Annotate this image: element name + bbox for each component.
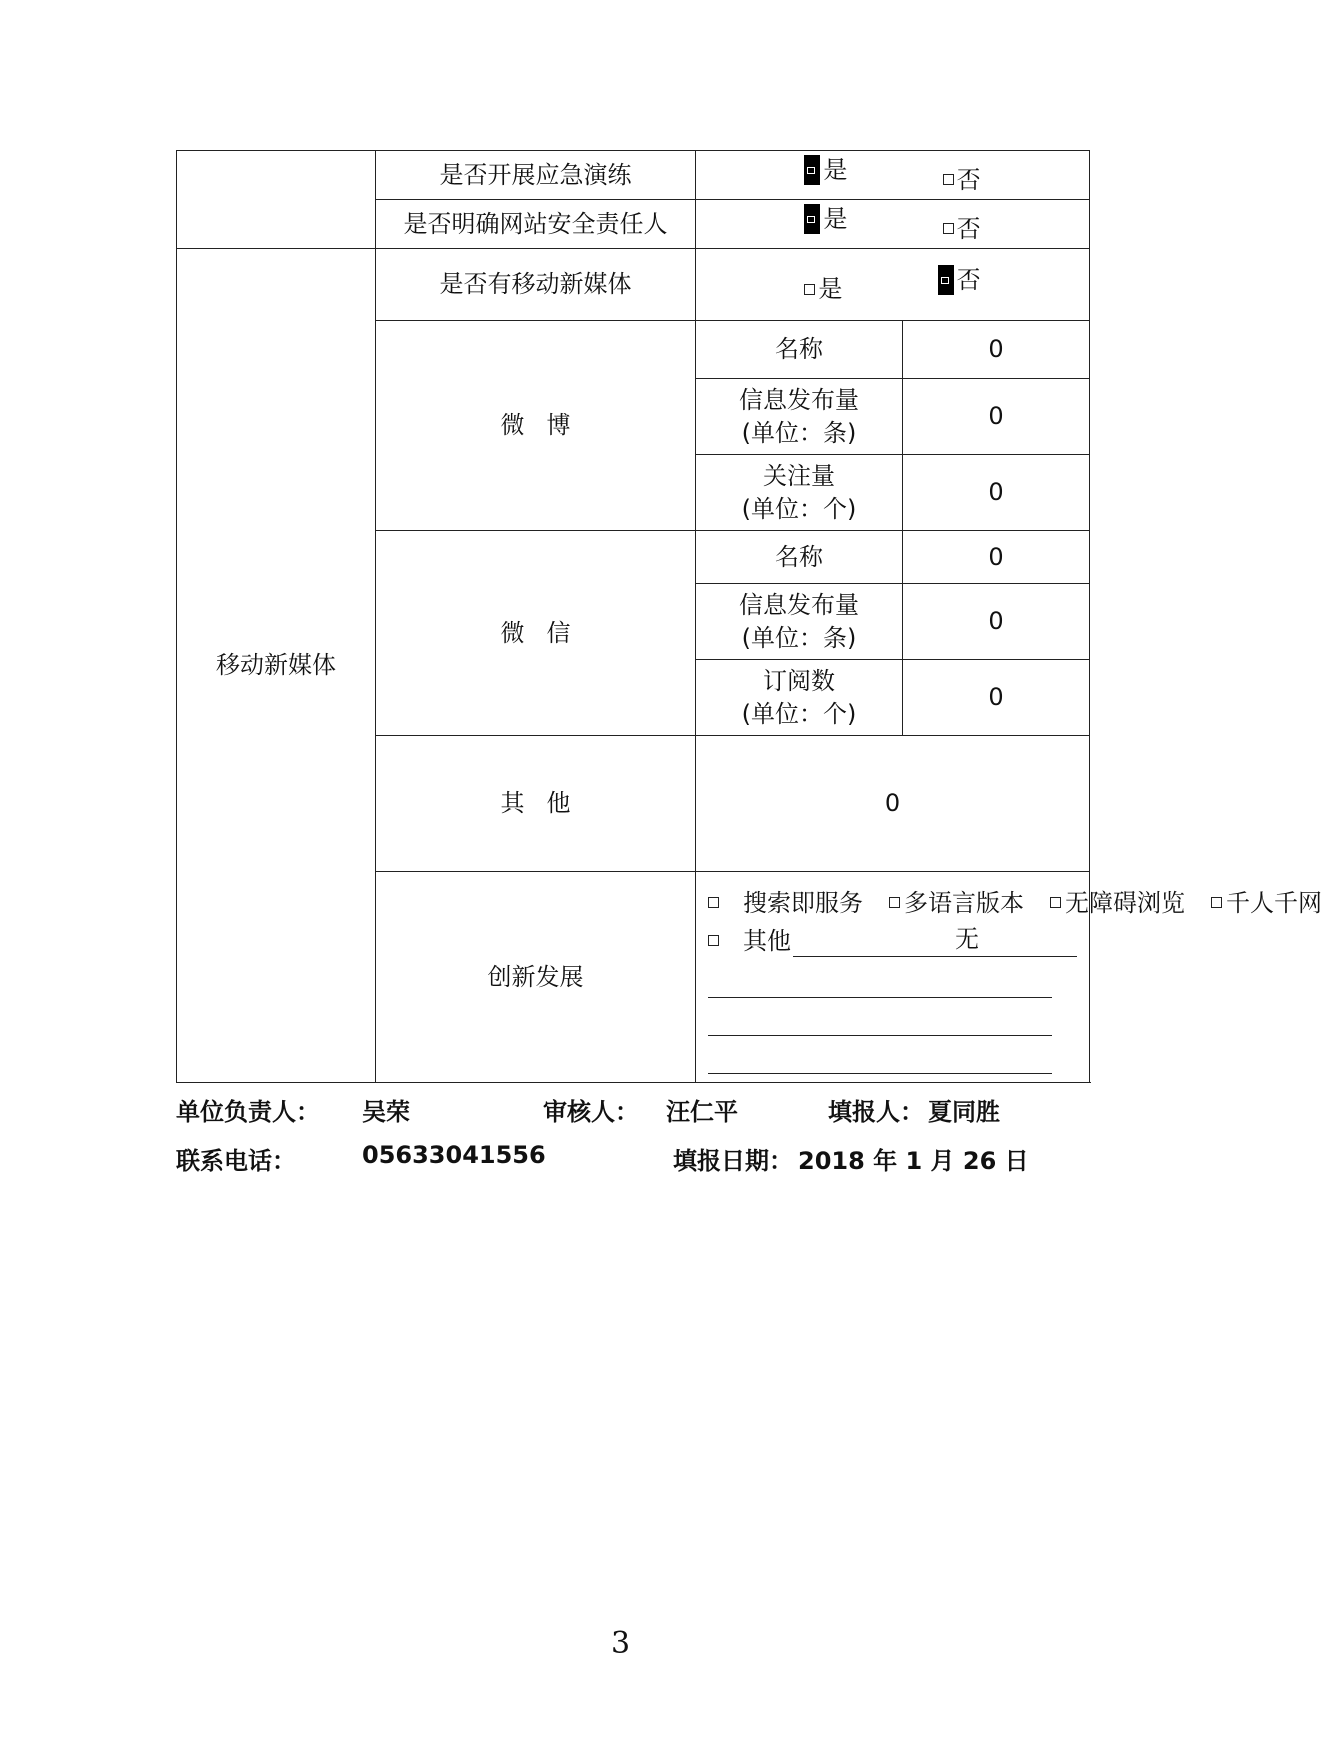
weibo-posts-value: 0 bbox=[903, 379, 1090, 455]
head-value: 吴荣 bbox=[362, 1098, 410, 1126]
checkbox-icon bbox=[943, 174, 954, 185]
accessibility-option[interactable] bbox=[1050, 887, 1185, 919]
other-media-label: 其他 bbox=[376, 736, 696, 872]
wechat-posts-label: 信息发布量 (单位：条) bbox=[696, 584, 903, 660]
weibo-follow-value: 0 bbox=[903, 455, 1090, 531]
table-row bbox=[177, 151, 1090, 200]
website-report-table bbox=[176, 150, 1322, 1083]
security-label: 是否明确网站安全责任人 bbox=[376, 200, 696, 249]
blank-line bbox=[708, 1036, 1052, 1074]
has-media-options bbox=[696, 249, 1090, 321]
personalized-label: 千人千网 bbox=[1226, 888, 1322, 917]
page-number: 3 bbox=[610, 1626, 631, 1661]
innovation-options bbox=[696, 872, 1322, 1083]
checked-box-icon bbox=[804, 204, 820, 234]
has-media-yes-label: 是 bbox=[818, 275, 843, 304]
checkbox-icon bbox=[804, 284, 815, 295]
checkbox-icon bbox=[1211, 897, 1222, 908]
table-row bbox=[177, 249, 1090, 321]
head-label: 单位负责人： bbox=[176, 1098, 320, 1126]
innovation-other-field[interactable] bbox=[793, 926, 1077, 957]
multilingual-option[interactable] bbox=[889, 887, 1024, 919]
other-media-value: 0 bbox=[696, 736, 1090, 872]
security-no-option[interactable] bbox=[943, 213, 981, 245]
reviewer-label: 审核人： bbox=[543, 1098, 639, 1126]
innovation-other-option[interactable] bbox=[708, 925, 791, 957]
has-media-yes-option[interactable] bbox=[804, 273, 842, 305]
innovation-other-value: 无 bbox=[955, 925, 979, 954]
security-no-label: 否 bbox=[956, 214, 981, 243]
weibo-label: 微博 bbox=[376, 321, 696, 531]
innovation-other-label: 其他 bbox=[743, 926, 791, 955]
checkbox-icon bbox=[943, 223, 954, 234]
checkbox-icon bbox=[708, 897, 719, 908]
security-yes-option[interactable] bbox=[804, 203, 847, 235]
search-service-label: 搜索即服务 bbox=[743, 888, 863, 917]
footer-contact bbox=[176, 1141, 1029, 1176]
media-section-label: 移动新媒体 bbox=[177, 249, 376, 1083]
search-service-option[interactable] bbox=[708, 887, 863, 919]
weibo-name-value: 0 bbox=[903, 321, 1090, 379]
security-options bbox=[696, 200, 1090, 249]
drill-no-option[interactable] bbox=[943, 164, 981, 196]
security-yes-label: 是 bbox=[823, 205, 848, 234]
accessibility-label: 无障碍浏览 bbox=[1065, 888, 1185, 917]
multilingual-label: 多语言版本 bbox=[904, 888, 1024, 917]
personalized-option[interactable] bbox=[1211, 887, 1322, 919]
footer-signatures bbox=[176, 1092, 1000, 1127]
innovation-label: 创新发展 bbox=[376, 872, 696, 1083]
wechat-subs-value: 0 bbox=[903, 660, 1090, 736]
filler-label: 填报人： bbox=[828, 1098, 924, 1126]
drill-no-label: 否 bbox=[956, 165, 981, 194]
phone-value: 05633041556 bbox=[362, 1141, 546, 1169]
wechat-label: 微信 bbox=[376, 531, 696, 736]
wechat-name-value: 0 bbox=[903, 531, 1090, 584]
blank-line bbox=[708, 960, 1052, 998]
drill-yes-option[interactable] bbox=[804, 154, 847, 186]
wechat-subs-label: 订阅数 (单位：个) bbox=[696, 660, 903, 736]
wechat-posts-value: 0 bbox=[903, 584, 1090, 660]
has-media-label: 是否有移动新媒体 bbox=[376, 249, 696, 321]
checked-box-icon bbox=[938, 265, 954, 295]
wechat-name-label: 名称 bbox=[696, 531, 903, 584]
blank-section-cell bbox=[177, 151, 376, 249]
date-label: 填报日期： bbox=[673, 1147, 793, 1175]
drill-yes-label: 是 bbox=[823, 156, 848, 185]
checked-box-icon bbox=[804, 155, 820, 185]
checkbox-icon bbox=[708, 935, 719, 946]
date-value: 2018 年 1 月 26 日 bbox=[798, 1147, 1029, 1175]
filler-value: 夏同胜 bbox=[928, 1098, 1000, 1126]
drill-label: 是否开展应急演练 bbox=[376, 151, 696, 200]
checkbox-icon bbox=[889, 897, 900, 908]
reviewer-value: 汪仁平 bbox=[666, 1098, 738, 1126]
drill-options bbox=[696, 151, 1090, 200]
weibo-posts-label: 信息发布量 (单位：条) bbox=[696, 379, 903, 455]
has-media-no-option[interactable] bbox=[938, 264, 981, 296]
weibo-follow-label: 关注量 (单位：个) bbox=[696, 455, 903, 531]
phone-label: 联系电话： bbox=[176, 1147, 296, 1175]
blank-line bbox=[708, 998, 1052, 1036]
checkbox-icon bbox=[1050, 897, 1061, 908]
has-media-no-label: 否 bbox=[956, 265, 981, 294]
weibo-name-label: 名称 bbox=[696, 321, 903, 379]
